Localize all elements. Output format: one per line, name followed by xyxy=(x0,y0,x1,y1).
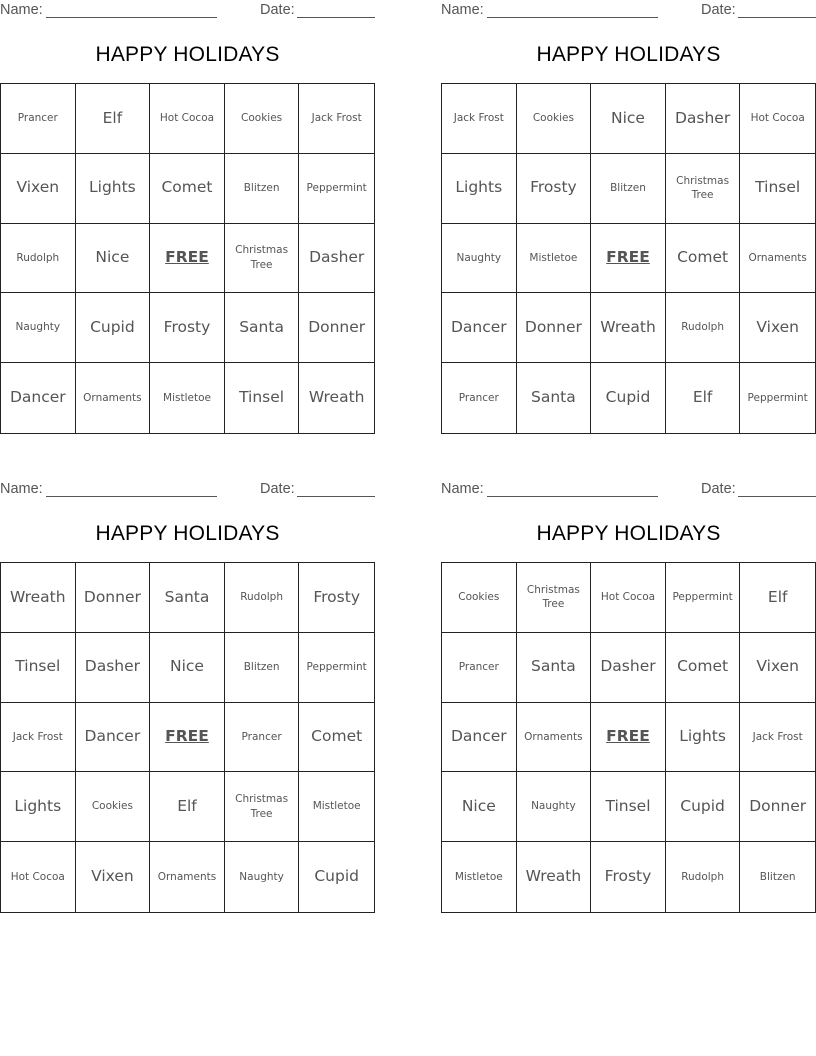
bingo-cell: Dasher xyxy=(591,633,666,703)
bingo-cell: Lights xyxy=(442,154,517,224)
bingo-cell: Rudolph xyxy=(1,224,76,294)
bingo-cell: Rudolph xyxy=(666,842,741,912)
date-label: Date: xyxy=(260,481,295,497)
bingo-cell: Peppermint xyxy=(747,391,808,404)
bingo-cell: Frosty xyxy=(591,842,666,912)
bingo-cell: Donner xyxy=(76,563,151,633)
bingo-cell: Mistletoe xyxy=(442,842,517,912)
bingo-card-2 xyxy=(441,0,816,407)
bingo-cell: Cookies xyxy=(76,772,151,842)
bingo-cell: Hot Cocoa xyxy=(150,84,225,154)
name-blank-line xyxy=(46,17,217,18)
bingo-cell: Dancer xyxy=(442,703,517,773)
name-blank-line xyxy=(487,17,658,18)
bingo-cell: Blitzen xyxy=(225,154,300,224)
bingo-cell: Naughty xyxy=(517,772,592,842)
bingo-cell: Elf xyxy=(666,363,741,433)
bingo-cell: Prancer xyxy=(1,84,76,154)
bingo-cell: Christmas Tree xyxy=(517,563,592,633)
bingo-cell: Cupid xyxy=(591,363,666,433)
bingo-cell: Rudolph xyxy=(666,293,741,363)
card-title: HAPPY HOLIDAYS xyxy=(95,43,280,66)
bingo-cell: Lights xyxy=(76,154,151,224)
bingo-cell: Mistletoe xyxy=(150,363,225,433)
bingo-cell: Donner xyxy=(740,772,815,842)
bingo-cell: Ornaments xyxy=(150,842,225,912)
name-label: Name: xyxy=(0,481,43,497)
bingo-cell: Comet xyxy=(666,633,741,703)
bingo-cell: Nice xyxy=(76,224,151,294)
bingo-cell: Dancer xyxy=(76,703,151,773)
bingo-cell: Vixen xyxy=(1,154,76,224)
bingo-cell: Blitzen xyxy=(225,633,300,703)
bingo-card-4 xyxy=(441,479,816,886)
bingo-cell: Elf xyxy=(150,772,225,842)
bingo-card-3 xyxy=(0,479,375,886)
bingo-cell: Tinsel xyxy=(1,633,76,703)
bingo-cell: Cupid xyxy=(666,772,741,842)
bingo-cell: Hot Cocoa xyxy=(591,563,666,633)
bingo-cell: Comet xyxy=(150,154,225,224)
bingo-cell: Naughty xyxy=(442,224,517,294)
name-date-row xyxy=(441,0,816,22)
bingo-cell: Peppermint xyxy=(666,563,741,633)
bingo-cell: Tinsel xyxy=(591,772,666,842)
card-title: HAPPY HOLIDAYS xyxy=(95,522,280,545)
free-space-cell: FREE xyxy=(591,703,666,773)
date-blank-line xyxy=(297,496,375,497)
bingo-cell: Wreath xyxy=(591,293,666,363)
bingo-cell: Frosty xyxy=(517,154,592,224)
bingo-cell: Prancer xyxy=(442,363,517,433)
bingo-cell: Mistletoe xyxy=(517,224,592,294)
date-blank-line xyxy=(738,496,816,497)
bingo-cell: Frosty xyxy=(299,563,374,633)
bingo-cell: Jack Frost xyxy=(299,84,374,154)
name-date-row xyxy=(441,479,816,501)
date-label: Date: xyxy=(260,2,295,18)
bingo-cell: Donner xyxy=(517,293,592,363)
bingo-cell: Ornaments xyxy=(517,703,592,773)
bingo-cell: Cookies xyxy=(442,563,517,633)
bingo-cell: Hot Cocoa xyxy=(740,84,815,154)
bingo-cell: Naughty xyxy=(1,293,76,363)
bingo-grid xyxy=(0,562,375,913)
bingo-cell: Cookies xyxy=(517,84,592,154)
bingo-cell: Ornaments xyxy=(76,363,151,433)
bingo-cell: Cookies xyxy=(225,84,300,154)
bingo-cell: Christmas Tree xyxy=(225,772,300,842)
bingo-cell: Tinsel xyxy=(740,154,815,224)
name-label: Name: xyxy=(441,481,484,497)
name-label: Name: xyxy=(441,2,484,18)
bingo-cell: Nice xyxy=(591,84,666,154)
bingo-cell: Christmas Tree xyxy=(666,154,741,224)
bingo-cell: Santa xyxy=(517,363,592,433)
free-space-cell: FREE xyxy=(591,224,666,294)
bingo-cell: Christmas Tree xyxy=(225,224,300,294)
bingo-cell: Vixen xyxy=(740,633,815,703)
name-blank-line xyxy=(487,496,658,497)
bingo-cell: Prancer xyxy=(225,703,300,773)
bingo-cell: Dancer xyxy=(442,293,517,363)
date-blank-line xyxy=(738,17,816,18)
bingo-card-1 xyxy=(0,0,375,407)
bingo-cell: Lights xyxy=(666,703,741,773)
bingo-grid xyxy=(0,83,375,434)
bingo-cell: Donner xyxy=(299,293,374,363)
bingo-cell: Jack Frost xyxy=(1,703,76,773)
bingo-cell: Dancer xyxy=(1,363,76,433)
bingo-cell: Comet xyxy=(666,224,741,294)
bingo-cell: Santa xyxy=(150,563,225,633)
bingo-cell: Vixen xyxy=(76,842,151,912)
bingo-cell: Cupid xyxy=(314,867,359,886)
bingo-cell: Dasher xyxy=(666,84,741,154)
name-blank-line xyxy=(46,496,217,497)
bingo-cell: Tinsel xyxy=(225,363,300,433)
bingo-cell: Vixen xyxy=(740,293,815,363)
bingo-cell: Elf xyxy=(740,563,815,633)
bingo-cell: Santa xyxy=(517,633,592,703)
date-label: Date: xyxy=(701,481,736,497)
name-label: Name: xyxy=(0,2,43,18)
bingo-cell: Cupid xyxy=(76,293,151,363)
bingo-cell: Jack Frost xyxy=(740,703,815,773)
name-date-row xyxy=(0,0,375,22)
bingo-cell: Jack Frost xyxy=(442,84,517,154)
card-title: HAPPY HOLIDAYS xyxy=(536,522,721,545)
date-blank-line xyxy=(297,17,375,18)
free-space-cell: FREE xyxy=(150,224,225,294)
bingo-cell: Naughty xyxy=(225,842,300,912)
bingo-cell: Wreath xyxy=(308,388,365,407)
bingo-cell: Dasher xyxy=(76,633,151,703)
bingo-cell: Nice xyxy=(442,772,517,842)
bingo-cell: Elf xyxy=(76,84,151,154)
bingo-cell: Blitzen xyxy=(591,154,666,224)
bingo-cell: Comet xyxy=(299,703,374,773)
bingo-cell: Nice xyxy=(150,633,225,703)
bingo-cell: Hot Cocoa xyxy=(1,842,76,912)
bingo-cell: Santa xyxy=(225,293,300,363)
bingo-cell: Rudolph xyxy=(225,563,300,633)
free-space-cell: FREE xyxy=(150,703,225,773)
date-label: Date: xyxy=(701,2,736,18)
bingo-cell: Dasher xyxy=(299,224,374,294)
bingo-cell: Wreath xyxy=(517,842,592,912)
bingo-grid xyxy=(441,562,816,913)
bingo-cell: Prancer xyxy=(442,633,517,703)
bingo-cell: Wreath xyxy=(1,563,76,633)
bingo-cell: Peppermint xyxy=(299,154,374,224)
bingo-grid xyxy=(441,83,816,434)
bingo-cell: Ornaments xyxy=(740,224,815,294)
bingo-cell: Blitzen xyxy=(759,870,796,883)
bingo-cell: Frosty xyxy=(150,293,225,363)
bingo-cell: Lights xyxy=(1,772,76,842)
name-date-row xyxy=(0,479,375,501)
bingo-cell: Mistletoe xyxy=(299,772,374,842)
bingo-cell: Peppermint xyxy=(299,633,374,703)
card-title: HAPPY HOLIDAYS xyxy=(536,43,721,66)
